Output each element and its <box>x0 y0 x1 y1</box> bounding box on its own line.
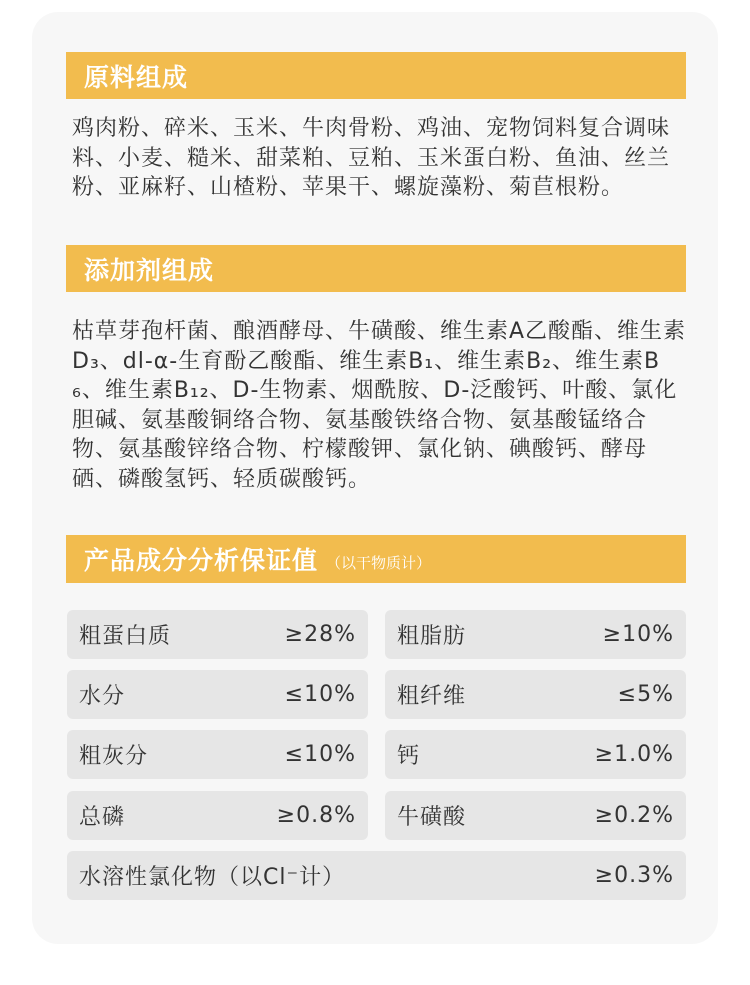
analysis-item-value: ≥1.0% <box>594 742 674 767</box>
analysis-row-taurine <box>385 791 686 840</box>
analysis-heading-bar <box>66 535 686 583</box>
analysis-item-value: ≥28% <box>284 622 356 647</box>
analysis-item-name: 粗纤维 <box>397 684 467 709</box>
analysis-row-water-soluble-chloride <box>67 851 686 900</box>
analysis-item-name: 粗灰分 <box>79 744 149 769</box>
analysis-row-total-phosphorus <box>67 791 368 840</box>
ingredients-text: 鸡肉粉、碎米、玉米、牛肉骨粉、鸡油、宠物饲料复合调味料、小麦、糙米、甜菜粕、豆粕、玉米蛋白粉、鱼油、丝兰粉、亚麻籽、山楂粉、苹果干、螺旋藻粉、菊苣根粉。 <box>72 116 671 200</box>
analysis-item-name: 钙 <box>397 744 421 769</box>
analysis-item-value: ≥0.2% <box>594 803 674 828</box>
analysis-item-name: 水分 <box>79 684 126 709</box>
analysis-row-calcium <box>385 730 686 779</box>
analysis-row-crude-fat <box>385 610 686 659</box>
analysis-item-value: ≤5% <box>617 682 674 707</box>
analysis-item-value: ≥0.8% <box>276 803 356 828</box>
analysis-row-moisture <box>67 670 368 719</box>
analysis-item-name: 总磷 <box>79 805 126 830</box>
analysis-item-value: ≥10% <box>602 622 674 647</box>
analysis-item-name: 牛磺酸 <box>397 805 467 830</box>
analysis-row-crude-fiber <box>385 670 686 719</box>
analysis-item-name: 粗脂肪 <box>397 624 467 649</box>
analysis-item-value: ≤10% <box>284 742 356 767</box>
ingredients-heading: 原料组成 <box>84 62 189 92</box>
ingredients-heading-bar <box>66 52 686 99</box>
analysis-row-crude-protein <box>67 610 368 659</box>
analysis-heading: 产品成分分析保证值 <box>84 546 319 575</box>
analysis-item-name: 粗蛋白质 <box>79 624 172 649</box>
additives-heading: 添加剂组成 <box>84 255 215 285</box>
additives-text: 枯草芽孢杆菌、酿酒酵母、牛磺酸、维生素A乙酸酯、维生素D₃、dl-α-生育酚乙酸酯、维生素B₁、维生素B₂、维生素B₆、维生素B₁₂、D-生物素、烟酰胺、D-泛酸钙、叶酸、氯化胆碱、氨基酸铜络合物、氨基酸铁络合物、氨基酸锰络合物、氨基酸锌络合物、柠檬酸钾、氯化钠、碘酸钙、酵母硒、磷酸氢钙、轻质碳酸钙。 <box>72 319 687 492</box>
analysis-item-name: 水溶性氯化物（以Cl⁻计） <box>79 865 346 890</box>
analysis-heading-note: （以干物质计） <box>326 553 432 572</box>
analysis-item-value: ≥0.3% <box>594 863 674 888</box>
analysis-item-value: ≤10% <box>284 682 356 707</box>
analysis-row-crude-ash <box>67 730 368 779</box>
additives-heading-bar <box>66 245 686 292</box>
